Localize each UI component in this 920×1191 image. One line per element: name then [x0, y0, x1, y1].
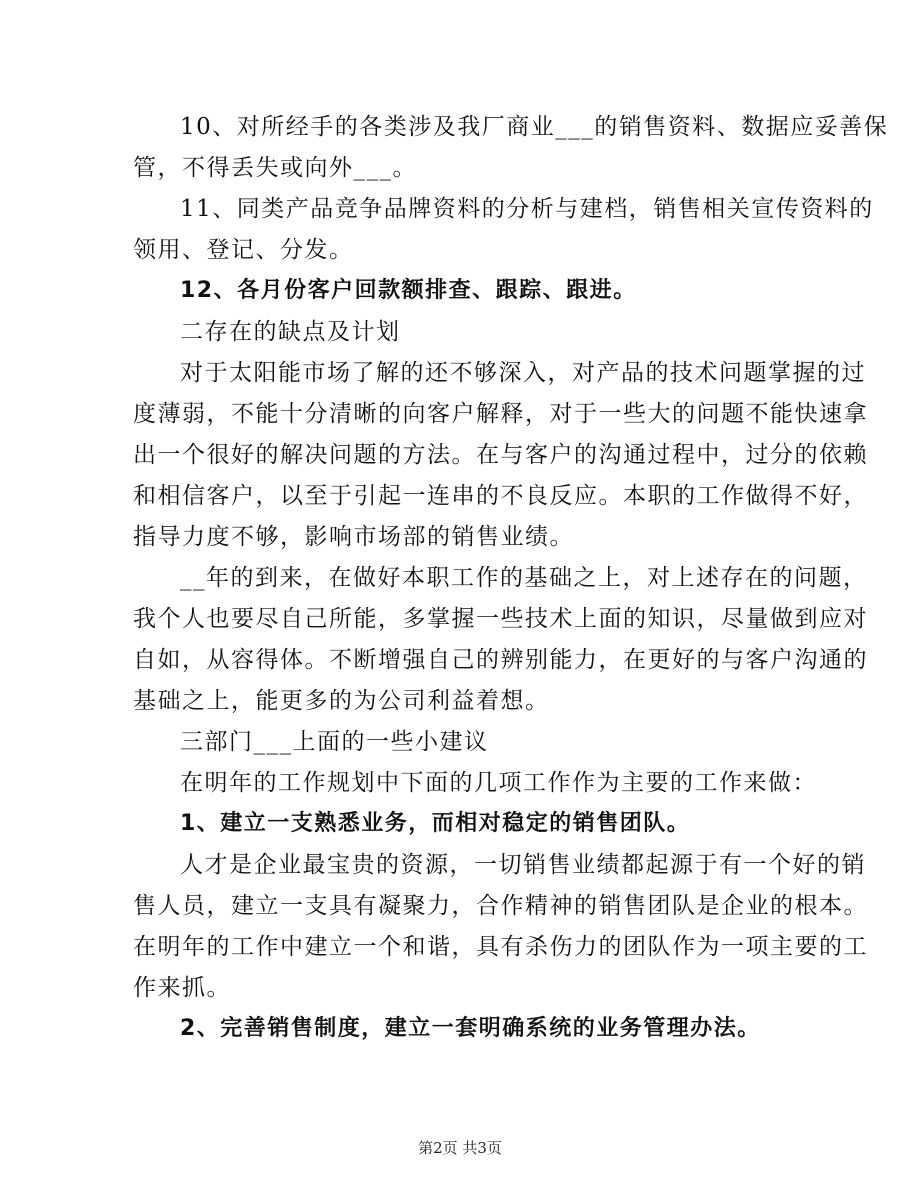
section-heading: 二存在的缺点及计划	[180, 319, 401, 345]
text-line: 10、对所经手的各类涉及我厂商业___的销售资料、数据应妥善保	[180, 114, 889, 140]
text-line: 在明年的工作规划中下面的几项工作作为主要的工作来做：	[180, 770, 817, 796]
text-line: 管，不得丢失或向外___。	[133, 155, 417, 181]
text-line: 出一个很好的解决问题的方法。在与客户的沟通过程中，过分的依赖	[133, 442, 868, 468]
text-line: 指导力度不够，影响市场部的销售业绩。	[133, 524, 574, 550]
numbered-heading: 2、完善销售制度，建立一套明确系统的业务管理办法。	[180, 1016, 761, 1041]
text-line: 我个人也要尽自己所能，多掌握一些技术上面的知识，尽量做到应对	[133, 606, 868, 632]
text-line: 基础之上，能更多的为公司利益着想。	[133, 688, 550, 714]
text-line: __年的到来，在做好本职工作的基础之上，对上述存在的问题，	[180, 565, 868, 591]
text-line: 领用、登记、分发。	[133, 237, 354, 263]
text-line: 售人员，建立一支具有凝聚力，合作精神的销售团队是企业的根本。	[133, 893, 868, 919]
page-footer: 第2页 共3页	[418, 1139, 502, 1157]
section-heading: 三部门___上面的一些小建议	[180, 729, 489, 755]
text-line: 对于太阳能市场了解的还不够深入，对产品的技术问题掌握的过	[180, 360, 866, 386]
text-line: 在明年的工作中建立一个和谐，具有杀伤力的团队作为一项主要的工	[133, 934, 868, 960]
text-line: 自如，从容得体。不断增强自己的辨别能力，在更好的与客户沟通的	[133, 647, 868, 673]
text-line: 作来抓。	[133, 975, 231, 1001]
numbered-heading: 12、各月份客户回款额排查、跟踪、跟进。	[180, 278, 637, 303]
text-line: 人才是企业最宝贵的资源，一切销售业绩都起源于有一个好的销	[180, 852, 866, 878]
text-line: 和相信客户，以至于引起一连串的不良反应。本职的工作做得不好，	[133, 483, 868, 509]
numbered-heading: 1、建立一支熟悉业务，而相对稳定的销售团队。	[180, 811, 691, 836]
text-line: 11、同类产品竞争品牌资料的分析与建档，销售相关宣传资料的	[180, 196, 874, 222]
text-line: 度薄弱，不能十分清晰的向客户解释，对于一些大的问题不能快速拿	[133, 401, 868, 427]
